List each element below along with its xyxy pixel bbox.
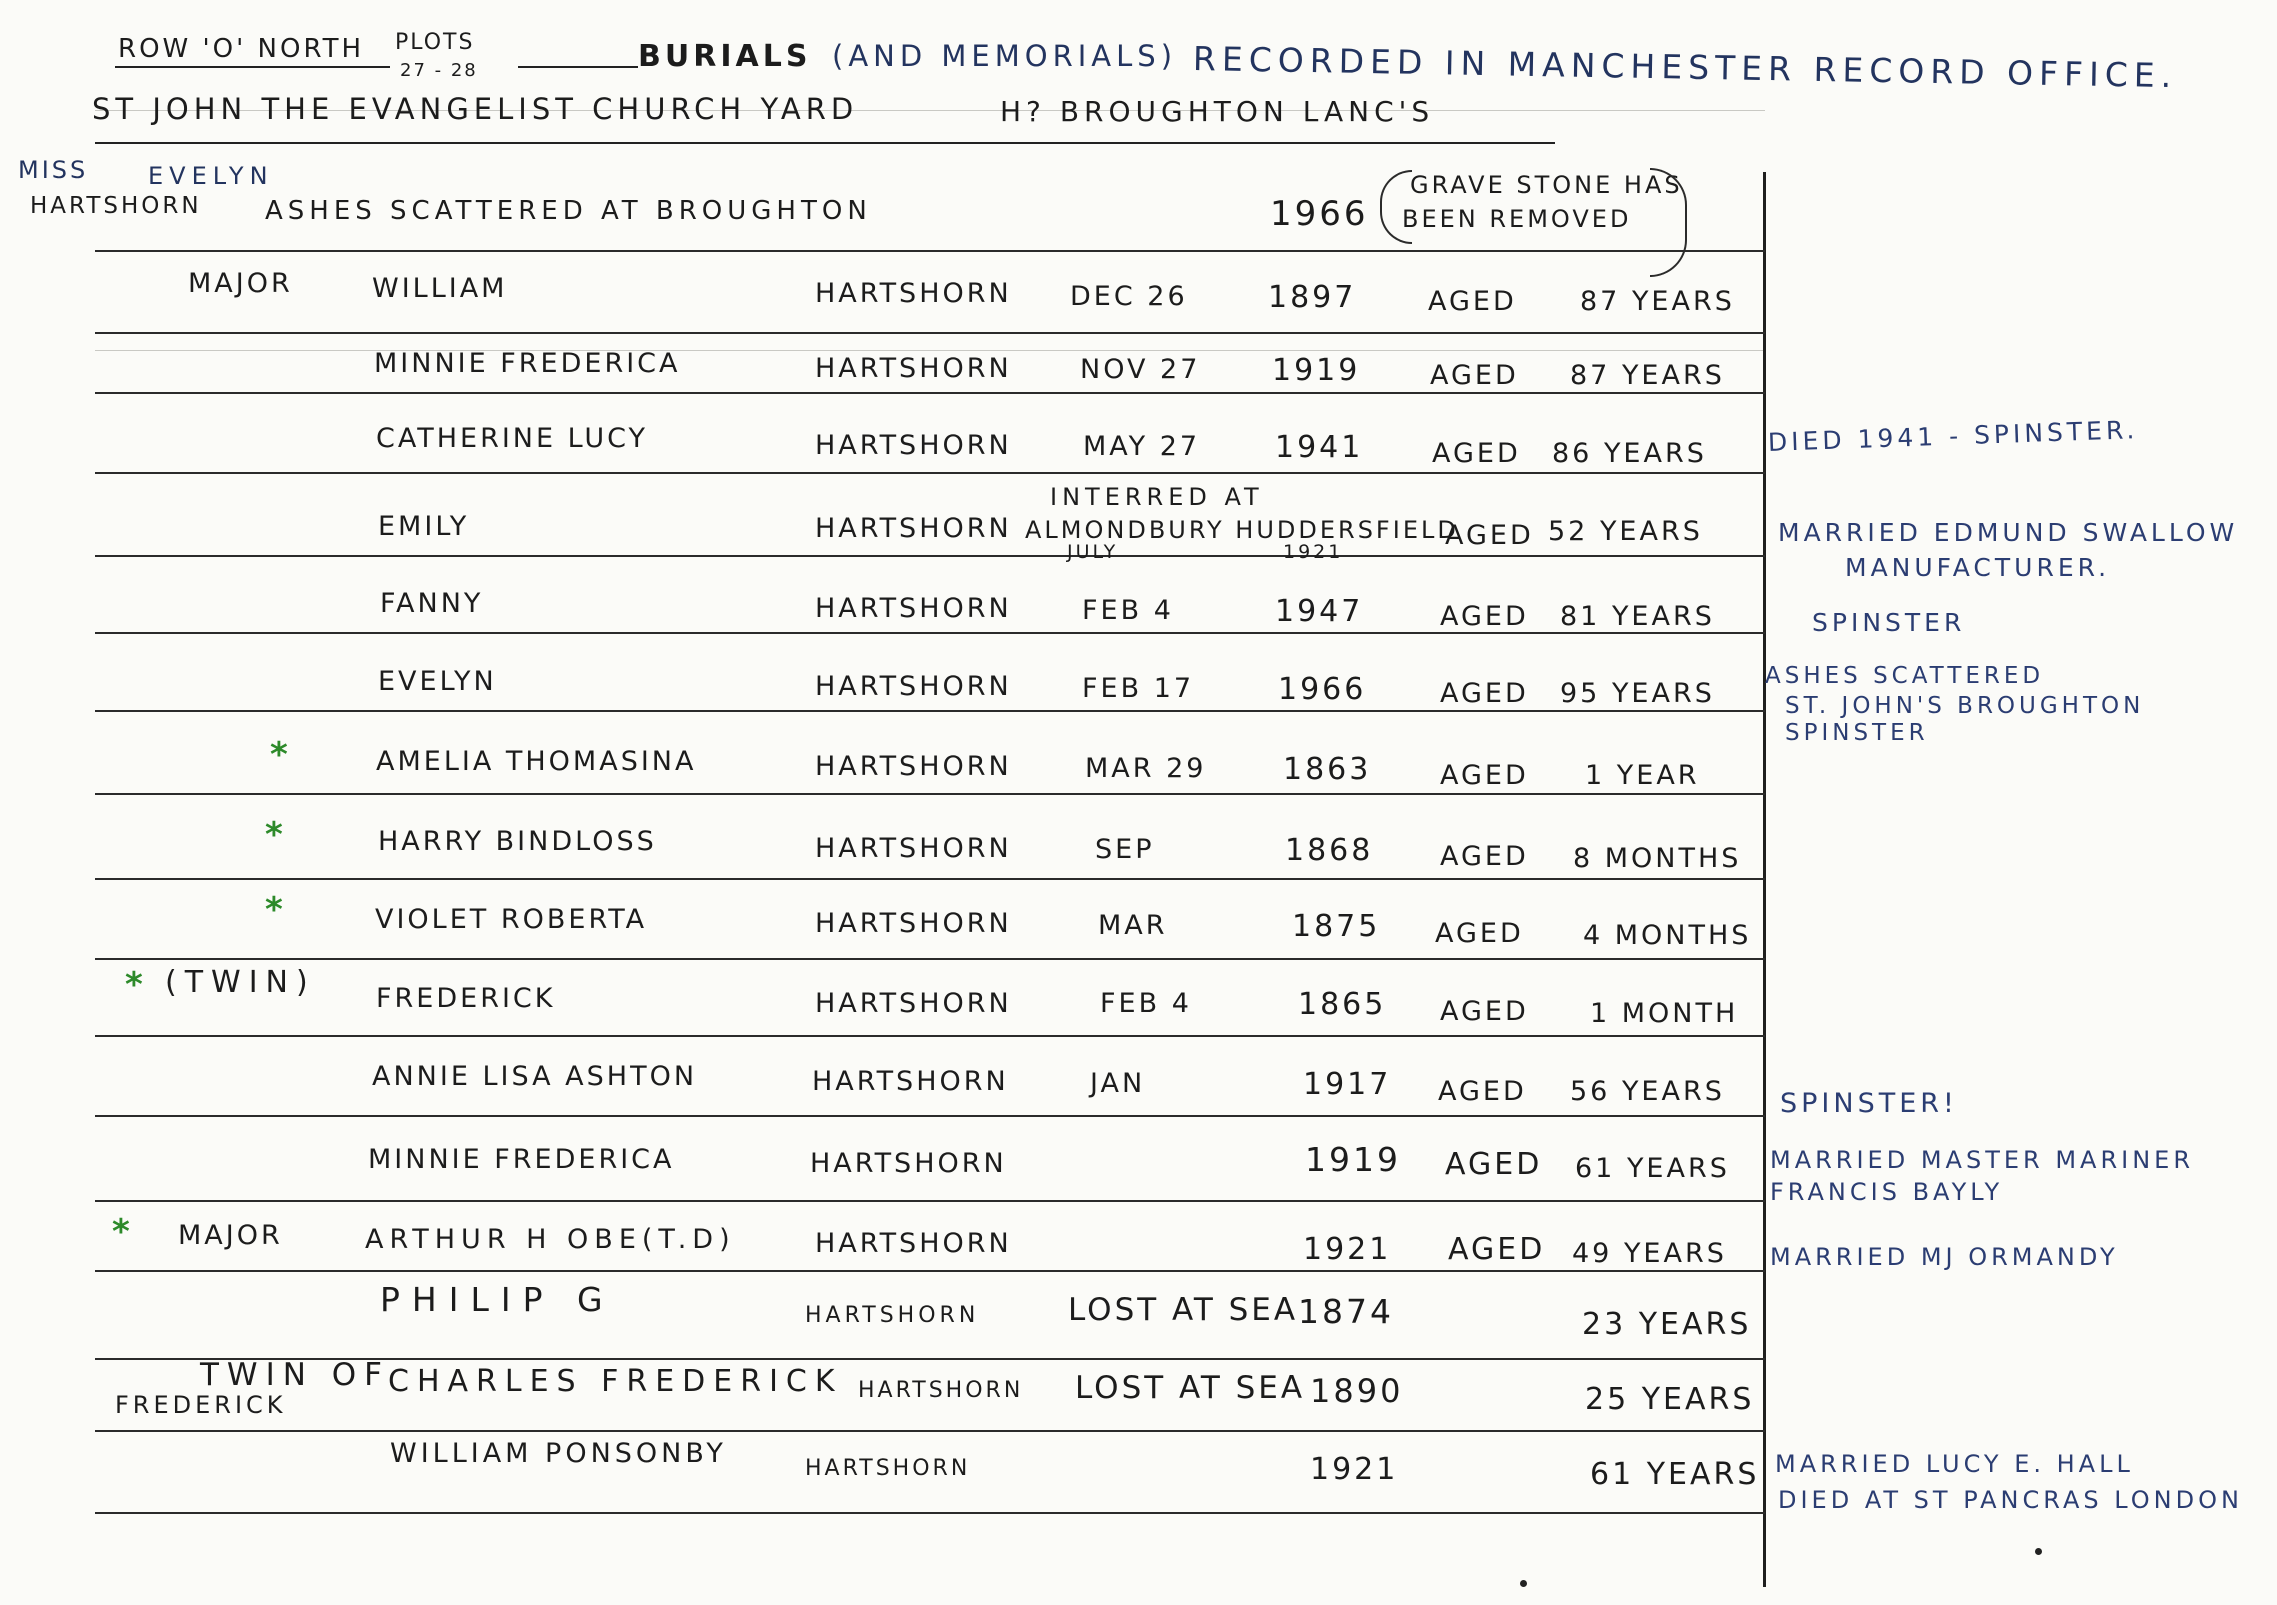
- row-aged: AGED: [1448, 1232, 1546, 1267]
- row-forenames: EMILY: [378, 511, 470, 542]
- row-year: 1875: [1292, 909, 1381, 944]
- row-age: 25 YEARS: [1585, 1382, 1755, 1417]
- note-william-1: MARRIED LUCY E. HALL: [1775, 1450, 2134, 1478]
- row-aged: AGED: [1445, 1147, 1543, 1182]
- note-minnie-1: MARRIED MASTER MARINER: [1770, 1146, 2194, 1174]
- row-date: SEP: [1095, 834, 1155, 865]
- row-surname: HARTSHORN: [810, 1148, 1007, 1179]
- row-age: 52 YEARS: [1548, 516, 1703, 547]
- row-forenames: AMELIA THOMASINA: [376, 746, 697, 777]
- row-surname: HARTSHORN: [812, 1066, 1009, 1097]
- row-forenames: VIOLET ROBERTA: [375, 904, 648, 935]
- row-date: LOST AT SEA: [1075, 1370, 1306, 1406]
- row-prefix: MAJOR: [188, 268, 293, 299]
- note-emily-2: MANUFACTURER.: [1845, 553, 2111, 582]
- row-forenames: CATHERINE LUCY: [376, 423, 648, 454]
- row-forenames: FREDERICK: [376, 983, 556, 1014]
- row-rule: [95, 793, 1765, 795]
- row-interred-place: ALMONDBURY HUDDERSFIELD: [1025, 516, 1459, 544]
- green-star-icon: *: [112, 1212, 130, 1252]
- row-aged: AGED: [1432, 438, 1521, 469]
- note-emily-1: MARRIED EDMUND SWALLOW: [1778, 518, 2239, 547]
- plots-numbers: 27 - 28: [400, 60, 478, 81]
- row-age: 87 YEARS: [1580, 286, 1735, 317]
- row-surname: HARTSHORN: [815, 988, 1012, 1019]
- note-arthur: MARRIED MJ ORMANDY: [1770, 1243, 2119, 1271]
- row-age: 87 YEARS: [1570, 360, 1725, 391]
- row-interred-at: INTERRED AT: [1050, 483, 1264, 511]
- row-forenames: EVELYN: [378, 666, 497, 697]
- row-rule: [95, 472, 1765, 474]
- row-surname: HARTSHORN: [815, 353, 1012, 384]
- note-evelyn-3: SPINSTER: [1785, 720, 1929, 746]
- row-rule: [95, 332, 1765, 334]
- row-forenames: ANNIE LISA ASHTON: [372, 1061, 698, 1092]
- ink-dot: [1520, 1580, 1527, 1587]
- row-age: 56 YEARS: [1570, 1076, 1725, 1107]
- row-date: FEB 4: [1082, 595, 1174, 626]
- intro-note-line1: GRAVE STONE HAS: [1410, 171, 1683, 199]
- row-age: 8 MONTHS: [1573, 843, 1742, 874]
- row-surname: HARTSHORN: [815, 278, 1012, 309]
- row-forenames: HARRY BINDLOSS: [378, 826, 657, 857]
- intro-miss: MISS: [18, 156, 89, 184]
- row-rule: [95, 250, 1765, 252]
- row-date: FEB 4: [1100, 988, 1192, 1019]
- row-year: 1941: [1275, 430, 1364, 465]
- row-age: 95 YEARS: [1560, 678, 1715, 709]
- row-date: JAN: [1090, 1068, 1146, 1099]
- row-forenames: PHILIP G: [380, 1280, 615, 1319]
- green-star-icon: *: [265, 815, 283, 855]
- row-year: 1919: [1305, 1140, 1401, 1179]
- title-burials: BURIALS: [638, 39, 812, 74]
- row-forenames: MINNIE FREDERICA: [368, 1144, 675, 1175]
- row-forenames: WILLIAM PONSONBY: [390, 1438, 727, 1469]
- place-name: H? BROUGHTON LANC'S: [1000, 95, 1435, 128]
- row-year: 1917: [1303, 1067, 1392, 1102]
- row-age: 1 MONTH: [1590, 998, 1739, 1029]
- row-aged: AGED: [1440, 678, 1529, 709]
- note-minnie-2: FRANCIS BAYLY: [1770, 1178, 2004, 1206]
- ink-dot: [2035, 1548, 2042, 1555]
- row-rule: [95, 555, 1765, 557]
- row-prefix: MAJOR: [178, 1220, 283, 1251]
- row-age: 86 YEARS: [1552, 438, 1707, 469]
- row-aged: AGED: [1445, 520, 1534, 551]
- church-name: ST JOHN THE EVANGELIST CHURCH YARD: [92, 92, 859, 126]
- row-surname: HARTSHORN: [815, 833, 1012, 864]
- row-surname: HARTSHORN: [815, 1228, 1012, 1259]
- row-aged: AGED: [1440, 601, 1529, 632]
- dash-line: [518, 66, 638, 68]
- row-rule: [95, 1200, 1765, 1202]
- intro-evelyn: EVELYN: [148, 162, 274, 190]
- row-rule: [95, 1270, 1765, 1272]
- row-rule: [95, 1512, 1765, 1514]
- row-rule: [95, 1035, 1765, 1037]
- intro-hartshorn: HARTSHORN: [30, 193, 202, 219]
- underline: [115, 66, 390, 68]
- row-age: 61 YEARS: [1575, 1153, 1730, 1184]
- green-star-icon: *: [265, 890, 283, 930]
- row-prefix-2: FREDERICK: [115, 1391, 287, 1419]
- row-rule: [95, 958, 1765, 960]
- row-aged: AGED: [1428, 286, 1517, 317]
- row-surname: HARTSHORN: [805, 1303, 980, 1328]
- row-forenames: WILLIAM: [372, 273, 508, 304]
- intro-note-line2: BEEN REMOVED: [1402, 205, 1632, 233]
- row-aged: AGED: [1435, 918, 1524, 949]
- row-date: MAY 27: [1083, 431, 1201, 462]
- row-aged: AGED: [1440, 996, 1529, 1027]
- row-year: 1947: [1275, 594, 1364, 629]
- row-surname: HARTSHORN: [815, 751, 1012, 782]
- green-star-icon: *: [125, 965, 143, 1005]
- row-rule: [95, 1430, 1765, 1432]
- faint-rule: [95, 350, 1765, 351]
- note-evelyn-1: ASHES SCATTERED: [1765, 663, 2045, 689]
- row-date: FEB 17: [1082, 673, 1195, 704]
- note-william-2: DIED AT ST PANCRAS LONDON: [1778, 1486, 2243, 1514]
- row-date: MAR: [1098, 910, 1168, 941]
- row-aged: AGED: [1438, 1076, 1527, 1107]
- row-surname: HARTSHORN: [858, 1378, 1024, 1403]
- row-aged: AGED: [1430, 360, 1519, 391]
- row-surname: HARTSHORN: [815, 593, 1012, 624]
- row-rule: [95, 392, 1765, 394]
- row-date: LOST AT SEA: [1068, 1292, 1299, 1328]
- plots-label: PLOTS: [395, 30, 475, 55]
- row-aged: AGED: [1440, 760, 1529, 791]
- row-year: 1919: [1272, 353, 1361, 388]
- row-year: 1868: [1285, 833, 1374, 868]
- row-rule: [95, 878, 1765, 880]
- row-prefix: (TWIN): [165, 965, 316, 1000]
- row-age: 81 YEARS: [1560, 601, 1715, 632]
- note-annie: SPINSTER!: [1780, 1088, 1958, 1119]
- note-fanny: SPINSTER: [1812, 608, 1966, 637]
- note-catherine: DIED 1941 - SPINSTER.: [1767, 415, 2139, 457]
- row-prefix: TWIN OF: [200, 1357, 391, 1393]
- row-year: 1874: [1298, 1292, 1394, 1331]
- row-year: 1890: [1310, 1372, 1404, 1410]
- row-month-small: JULY: [1067, 541, 1119, 563]
- green-star-icon: *: [270, 735, 288, 775]
- intro-text: ASHES SCATTERED AT BROUGHTON: [265, 196, 872, 226]
- row-year: 1865: [1298, 987, 1387, 1022]
- row-aged: AGED: [1440, 841, 1529, 872]
- row-age: 49 YEARS: [1572, 1238, 1727, 1269]
- row-forenames: CHARLES FREDERICK: [388, 1364, 843, 1399]
- row-surname: HARTSHORN: [815, 671, 1012, 702]
- row-surname: HARTSHORN: [815, 908, 1012, 939]
- row-year: 1921: [1310, 1452, 1399, 1487]
- row-year: 1966: [1278, 672, 1367, 707]
- title-memorials: (AND MEMORIALS): [832, 39, 1178, 73]
- row-surname: HARTSHORN: [805, 1456, 971, 1481]
- row-forenames: ARTHUR H OBE(T.D): [365, 1224, 736, 1255]
- row-year: 1863: [1283, 752, 1372, 787]
- row-date: DEC 26: [1070, 281, 1188, 312]
- row-date: MAR 29: [1085, 753, 1207, 784]
- row-age: 23 YEARS: [1582, 1307, 1752, 1342]
- row-rule: [95, 1115, 1765, 1117]
- title-record-office: RECORDED IN MANCHESTER RECORD OFFICE.: [1192, 39, 2178, 96]
- row-date: NOV 27: [1080, 354, 1201, 385]
- note-evelyn-2: ST. JOHN'S BROUGHTON: [1785, 693, 2145, 719]
- row-forenames: MINNIE FREDERICA: [374, 348, 681, 379]
- row-surname: HARTSHORN: [815, 513, 1012, 544]
- row-year: 1921: [1303, 1232, 1392, 1267]
- header-underline: [95, 142, 1555, 144]
- row-forenames: FANNY: [380, 588, 484, 619]
- row-rule: [95, 710, 1765, 712]
- row-year: 1897: [1268, 280, 1357, 315]
- row-year-small: 1921: [1283, 541, 1344, 563]
- row-label: ROW 'O' NORTH: [118, 34, 365, 64]
- row-age: 4 MONTHS: [1583, 920, 1752, 951]
- intro-year: 1966: [1270, 194, 1369, 234]
- row-age: 1 YEAR: [1585, 760, 1700, 791]
- row-rule: [95, 632, 1765, 634]
- row-age: 61 YEARS: [1590, 1457, 1760, 1492]
- row-surname: HARTSHORN: [815, 430, 1012, 461]
